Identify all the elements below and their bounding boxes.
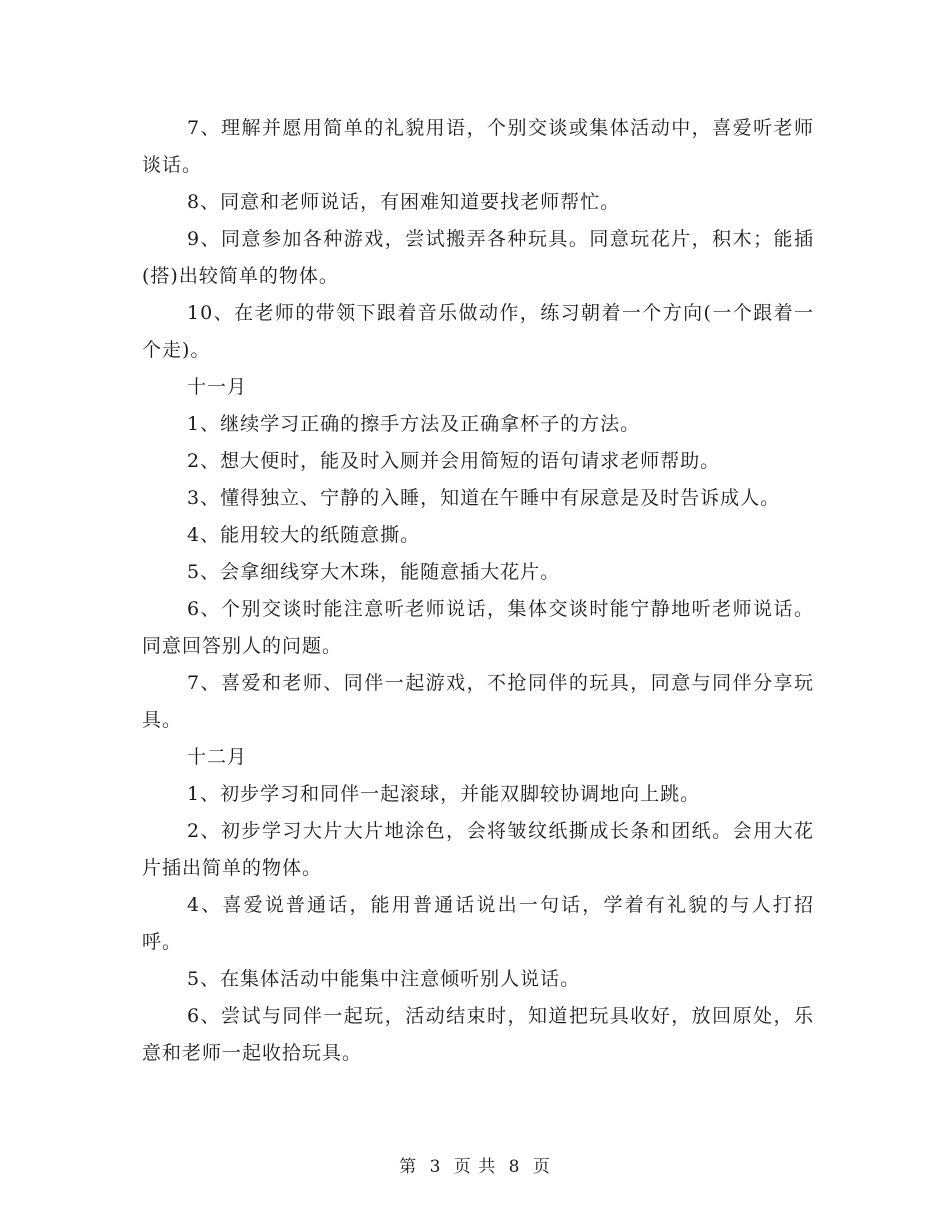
paragraph-item-7-polite-words: 7、理解并愿用简单的礼貌用语，个别交谈或集体活动中，喜爱听老师谈话。	[142, 117, 814, 176]
page-footer	[0, 1152, 950, 1177]
footer-prefix: 第	[399, 1157, 418, 1177]
footer-middle: 页 共	[453, 1157, 497, 1177]
paragraph-nov-item-6: 6、个别交谈时能注意听老师说话，集体交谈时能宁静地听老师说话。同意回答别人的问题。	[142, 598, 814, 657]
paragraph-dec-item-2: 2、初步学习大片大片地涂色，会将皱纹纸撕成长条和团纸。会用大花片插出简单的物体。	[142, 820, 814, 879]
paragraph-dec-item-5: 5、在集体活动中能集中注意倾听别人说话。	[187, 968, 581, 990]
paragraph-dec-item-4: 4、喜爱说普通话，能用普通话说出一句话，学着有礼貌的与人打招呼。	[142, 894, 814, 953]
paragraph-nov-item-4: 4、能用较大的纸随意撕。	[187, 524, 421, 546]
paragraph-dec-item-6: 6、尝试与同伴一起玩，活动结束时，知道把玩具收好，放回原处，乐意和老师一起收拾玩具。	[142, 1005, 814, 1064]
page-number-current: 3	[429, 1157, 442, 1177]
paragraph-nov-item-3: 3、懂得独立、宁静的入睡，知道在午睡中有尿意是及时告诉成人。	[187, 487, 781, 509]
paragraph-item-8-talk-teacher: 8、同意和老师说话，有困难知道要找老师帮忙。	[187, 191, 621, 213]
paragraph-item-9-games-toys: 9、同意参加各种游戏，尝试搬弄各种玩具。同意玩花片，积木；能插(搭)出较简单的物体。	[142, 228, 814, 287]
paragraph-nov-item-1: 1、继续学习正确的擦手方法及正确拿杯子的方法。	[187, 413, 641, 435]
paragraph-nov-item-7: 7、喜爱和老师、同伴一起游戏，不抢同伴的玩具，同意与同伴分享玩具。	[142, 672, 814, 731]
section-heading-november: 十一月	[187, 376, 248, 398]
page-number-total: 8	[508, 1157, 521, 1177]
paragraph-nov-item-5: 5、会拿细线穿大木珠，能随意插大花片。	[187, 561, 561, 583]
paragraph-item-10-music-movement: 10、在老师的带领下跟着音乐做动作，练习朝着一个方向(一个跟着一个走)。	[142, 302, 814, 361]
paragraph-dec-item-1: 1、初步学习和同伴一起滚球，并能双脚较协调地向上跳。	[187, 783, 701, 805]
footer-suffix: 页	[532, 1157, 551, 1177]
paragraph-nov-item-2: 2、想大便时，能及时入厕并会用简短的语句请求老师帮助。	[187, 450, 721, 472]
document-body	[142, 110, 814, 1072]
section-heading-december: 十二月	[187, 746, 248, 768]
